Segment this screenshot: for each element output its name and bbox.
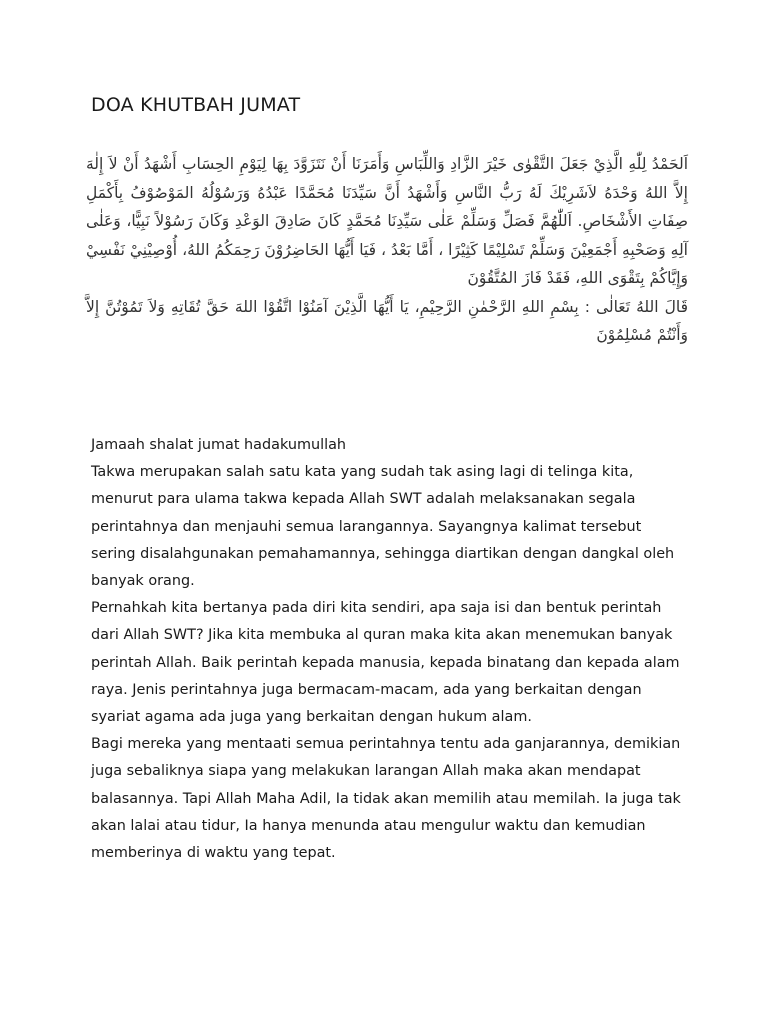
body-paragraph: Bagi mereka yang mentaati semua perintahnya tentu ada ganjarannya, demikian juga sebaliknya siapa yang melakukan larangan Allah maka akan mendapat balasannya. Tapi Allah Maha Adil, Ia tidak akan memilih atau memilah. Ia juga tak akan lalai atau tidur, Ia hanya menunda atau mengulur waktu dan kemudian memberinya di waktu yang tepat. [91, 736, 681, 862]
arabic-prayer-paragraph: اَلحَمْدُ لِلّٰهِ الَّذِيْ جَعَلَ التَّقْوٰى خَيْرَ الزَّادِ وَاللِّبَاسِ وَأَمَرَنَا أَنْ نَتَزَوَّدَ بِهَا لِيَوْمِ الحِسَابِ أَشْهَدُ أَنْ لاَ إِلٰهَ إِلاَّ اللهُ وَحْدَهُ لاَشَرِيْكَ لَهُ رَبُّ النَّاسِ وَأَشْهَدُ أَنَّ سَيِّدَنَا مُحَمَّدًا عَبْدُهُ وَرَسُوْلُهُ المَوْصُوْفُ بِأَكْمَلِ صِفَاتِ الأَشْخَاصِ. اَللّٰهُمَّ فَصَلِّ وَسَلِّمْ عَلٰى سَيِّدِنَا مُحَمَّدٍ كَانَ صَادِقَ الوَعْدِ وَكَانَ رَسُوْلاً نَبِيًّا، وَعَلٰى آلِهِ وَصَحْبِهِ أَجْمَعِيْنَ وَسَلِّمْ تَسْلِيْمًا كَثِيْرًا ، أَمَّا بَعْدُ ، فَيَا أَيُّهَا الحَاضِرُوْنَ رَحِمَكُمُ اللهُ، أُوْصِيْنِيْ نَفْسِيْ وَإِيَّاكُمْ بِتَقْوَى اللهِ، فَقَدْ فَازَ المُتَّقُوْنَ [86, 155, 688, 287]
document-title: DOA KHUTBAH JUMAT [91, 94, 301, 116]
body-paragraph: Pernahkah kita bertanya pada diri kita sendiri, apa saja isi dan bentuk perintah dari Allah SWT? Jika kita membuka al quran maka kita akan menemukan banyak perintah Allah. Baik perintah kepada manusia, kepada binatang dan kepada alam raya. Jenis perintahnya juga bermacam-macam, ada yang berkaitan dengan syariat agama ada juga yang berkaitan dengan hukum alam. [91, 600, 680, 726]
sermon-body-text [91, 432, 681, 867]
body-paragraph-greeting: Jamaah shalat jumat hadakumullah [91, 437, 347, 453]
arabic-quran-verse-paragraph: قَالَ اللهُ تَعَالٰى : بِسْمِ اللهِ الرَّحْمٰنِ الرَّحِيْمِ، يَا أَيُّهَا الَّذِيْنَ آمَنُوْا اتَّقُوْا اللهَ حَقَّ تُقَاتِهِ وَلاَ تَمُوْتُنَّ إِلاَّ وَأَنْتُمْ مُسْلِمُوْنَ [86, 297, 688, 344]
arabic-prayer-block [86, 150, 688, 350]
body-paragraph: Takwa merupakan salah satu kata yang sudah tak asing lagi di telinga kita, menurut para ulama takwa kepada Allah SWT adalah melaksanakan segala perintahnya dan menjauhi semua larangannya. Sayangnya kalimat tersebut sering disalahgunakan pemahamannya, sehingga diartikan dengan dangkal oleh banyak orang. [91, 464, 675, 590]
